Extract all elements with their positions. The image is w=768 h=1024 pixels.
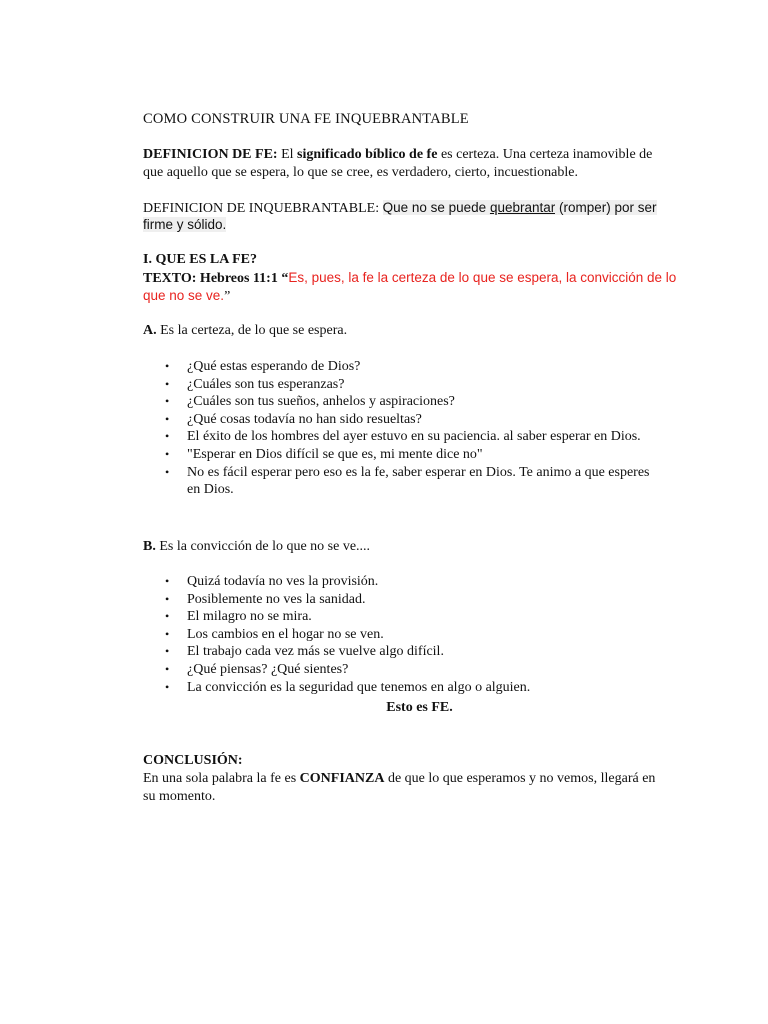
list-item: • ¿Qué piensas? ¿Qué sientes? [165,661,349,677]
list-item: • Los cambios en el hogar no se ven. [165,626,384,642]
definition-fe-line-1 [143,146,703,164]
texto-line-2 [143,287,703,306]
point-a-list [143,358,703,499]
point-a-text: Es la certeza, de lo que se espera. [156,323,348,338]
conclusion-heading: CONCLUSIÓN: [143,753,243,768]
quote-open: “ [281,271,289,286]
list-item: • El milagro no se mira. [165,609,312,625]
bullet-icon: • [165,574,170,588]
list-item: • ¿Cuáles son tus sueños, anhelos y aspiraciones? [165,394,455,410]
definition-fe-line-2: que aquello que se espera, lo que se cree, es verdadero, cierto, incuestionable. [143,165,578,180]
list-item: • No es fácil esperar pero eso es la fe, saber esperar en Dios. Te animo a que esperes [165,464,650,480]
bullet-icon: • [165,376,170,391]
point-a-letter: A. [143,323,157,338]
verse-text-2: que no se ve. [143,288,225,303]
point-b-letter: B. [143,539,156,554]
conclusion-pre: En una sola palabra la fe es [143,771,300,786]
definition-inquebrantable-text-1: Que no se puede [382,200,490,215]
conclusion-line-1 [143,770,703,788]
point-b-heading [143,538,703,556]
bullet-icon: • [165,359,170,373]
bullet-icon: • [165,679,170,694]
list-item: • "Esperar en Dios difícil se que es, mi mente dice no" [165,446,483,462]
bullet-icon: • [165,591,170,606]
bullet-icon: • [165,661,170,676]
definition-inquebrantable-label: DEFINICION DE INQUEBRANTABLE: [143,201,383,216]
bullet-icon: • [165,644,170,659]
list-item: • ¿Qué cosas todavía no han sido resueltas? [165,411,422,427]
list-item: • La convicción es la seguridad que tenemos en algo o alguien. [165,679,531,695]
list-item: • ¿Qué estas esperando de Dios? [165,359,361,374]
conclusion-rest: de que lo que esperamos y no vemos, llegará en [384,771,656,786]
quote-close: ” [224,289,231,304]
bullet-icon: • [165,411,170,426]
list-item: • Posiblemente no ves la sanidad. [165,591,366,607]
point-b-text: Es la convicción de lo que no se ve.... [155,539,371,554]
closing-statement: Esto es FE. [386,700,453,715]
definition-fe-pre: El [277,147,298,162]
point-b-list [143,573,703,696]
list-item-continuation: en Dios. [187,482,234,498]
definition-fe-rest: es certeza. Una certeza inamovible de [437,147,653,162]
bullet-icon: • [165,446,170,461]
list-item: • ¿Cuáles son tus esperanzas? [165,376,345,392]
bullet-icon: • [165,429,170,444]
texto-label: TEXTO: Hebreos 11:1 [143,271,282,286]
texto-line-1 [143,269,703,288]
bullet-icon: • [165,464,170,479]
section-1-heading: I. QUE ES LA FE? [143,252,257,267]
list-item: • El trabajo cada vez más se vuelve algo difícil. [165,644,444,660]
bullet-icon: • [165,394,170,409]
document-title: COMO CONSTRUIR UNA FE INQUEBRANTABLE [143,111,469,127]
definition-inquebrantable-line-2 [143,216,703,235]
list-item: • El éxito de los hombres del ayer estuvo en su paciencia. al saber esperar en Dios. [165,429,641,445]
bullet-icon: • [165,626,170,641]
definition-inquebrantable-underlined: quebrantar [489,200,556,215]
conclusion-line-2: su momento. [143,789,216,804]
definition-fe-label: DEFINICION DE FE: [143,147,278,162]
definition-fe-bold: significado bíblico de fe [297,147,438,162]
point-a-heading [143,322,703,340]
definition-inquebrantable-text-2: (romper) por ser [555,200,657,215]
conclusion-bold: CONFIANZA [299,771,385,786]
list-item: • Quizá todavía no ves la provisión. [165,574,379,589]
verse-text-1: Es, pues, la fe la certeza de lo que se espera, la convicción de lo [288,270,677,285]
definition-inquebrantable-line-2-text: firme y sólido. [143,217,227,232]
bullet-icon: • [165,609,170,624]
